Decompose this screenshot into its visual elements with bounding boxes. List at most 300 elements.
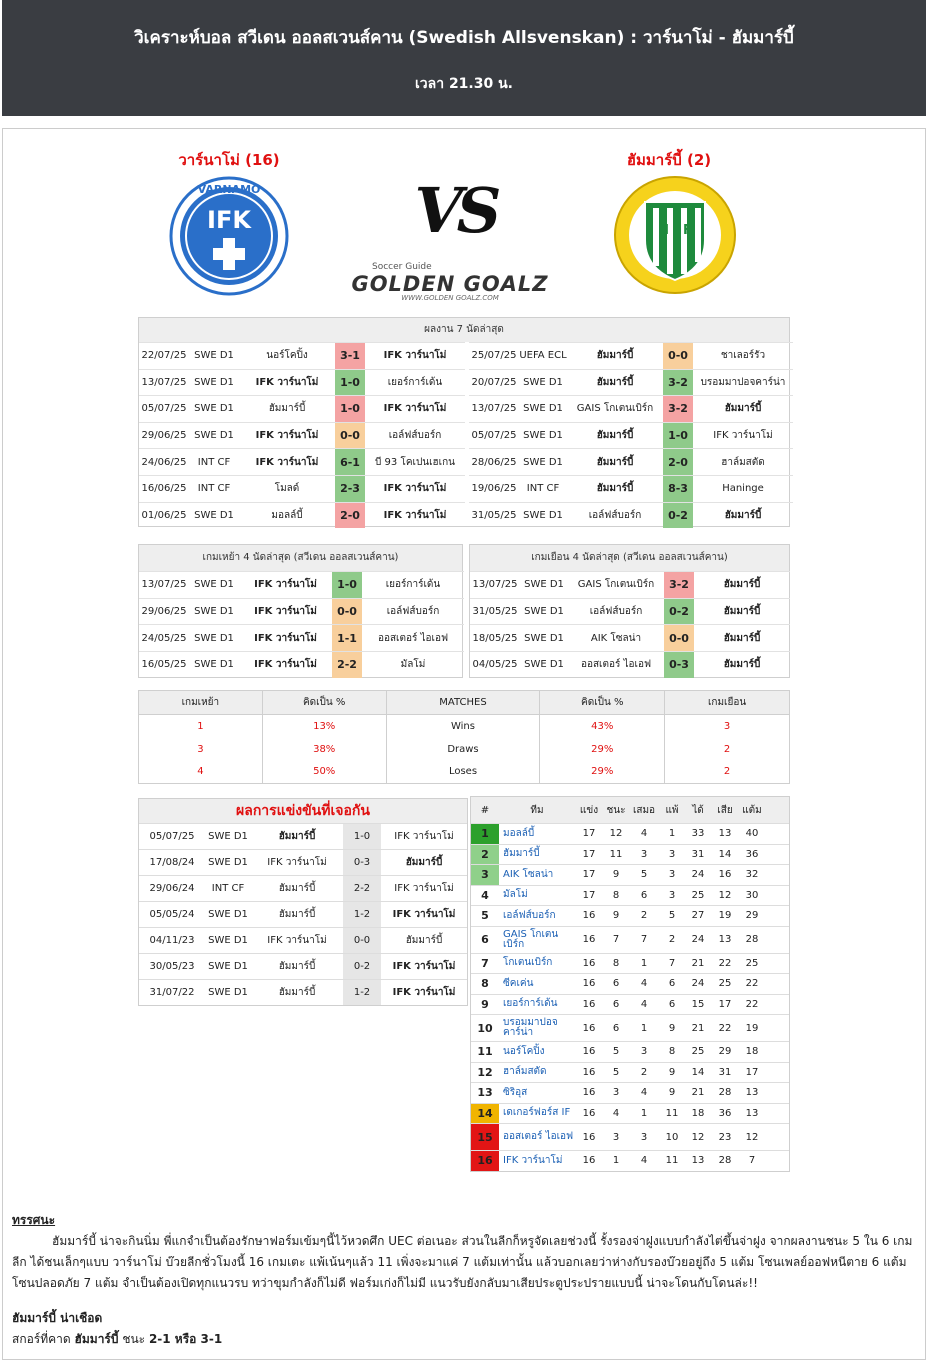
- match-home-team: IFK วาร์นาโม่: [255, 376, 319, 388]
- standings-points: 17: [745, 1066, 759, 1078]
- standings-points: 25: [745, 957, 759, 969]
- match-date: 24/06/25: [141, 456, 187, 468]
- match-date: 31/05/25: [472, 606, 518, 618]
- match-home-team: ฮัมมาร์บี้: [596, 430, 634, 442]
- match-row: [139, 395, 465, 422]
- match-competition: SWE D1: [524, 632, 564, 644]
- match-row: [469, 502, 793, 529]
- match-row: [139, 571, 464, 598]
- standings-points: 22: [745, 978, 759, 990]
- match-home-team: ออสเตอร์ ไอเอฟ: [580, 659, 652, 671]
- standings-points: 13: [745, 1087, 759, 1099]
- standings-goals-for: 18: [691, 1107, 705, 1119]
- standings-played: 16: [582, 998, 596, 1010]
- h2h-home-team: IFK วาร์นาโม่: [267, 935, 327, 946]
- match-home-team: AIK โซลน่า: [590, 632, 642, 644]
- standings-team: ออสเตอร์ ไอเอฟ: [503, 1131, 574, 1142]
- match-type: Loses: [386, 761, 540, 784]
- match-date: 24/05/25: [141, 632, 187, 644]
- standings-row: [471, 844, 789, 865]
- match-home-team: IFK วาร์นาโม่: [255, 456, 319, 468]
- match-competition: SWE D1: [523, 430, 563, 442]
- standings-row: [471, 905, 789, 926]
- match-home-team: ฮัมมาร์บี้: [268, 403, 306, 415]
- standings-won: 6: [612, 978, 620, 990]
- standings-position: 9: [471, 995, 499, 1015]
- analysis-heading: ทรรศนะ: [12, 1213, 56, 1227]
- away-count: 3: [665, 715, 790, 738]
- standings-goals-for: 33: [691, 828, 705, 840]
- standings-goals-for: 21: [691, 1022, 705, 1034]
- standings-points: 29: [745, 910, 759, 922]
- match-score: 0-0: [663, 343, 693, 369]
- standings-team: มัลโม่: [503, 889, 528, 901]
- match-row: [469, 369, 793, 396]
- match-date: 01/06/25: [141, 509, 187, 521]
- h2h-date: 04/11/23: [149, 935, 195, 946]
- h2h-score: 0-2: [343, 954, 381, 979]
- standings-goals-for: 13: [691, 1155, 705, 1167]
- match-away-team: ฮัมมาร์บี้: [723, 606, 761, 618]
- match-away-team: IFK วาร์นาโม่: [713, 430, 773, 442]
- away-percent: 29%: [540, 761, 665, 784]
- match-score: 0-2: [663, 503, 693, 529]
- match-home-team: IFK วาร์นาโม่: [254, 579, 317, 591]
- home-count: 3: [139, 738, 263, 761]
- match-date: 18/05/25: [472, 632, 518, 644]
- standings-goals-against: 23: [718, 1131, 732, 1143]
- h2h-competition: SWE D1: [208, 830, 248, 842]
- match-away-team: ฮัมมาร์บี้: [724, 509, 762, 521]
- h2h-row: [139, 901, 467, 927]
- standings-played: 16: [582, 957, 596, 969]
- match-competition: SWE D1: [194, 403, 234, 415]
- match-score: 0-0: [335, 423, 365, 449]
- standings-team: บรอมมาปอจคาร์น่า: [503, 1017, 558, 1038]
- standings-played: 16: [582, 1022, 596, 1034]
- match-score: 3-2: [663, 370, 693, 396]
- standings-position: 8: [471, 974, 499, 994]
- standings-goals-against: 17: [718, 998, 732, 1010]
- match-score: 1-0: [335, 370, 365, 396]
- match-home-team: เอล์ฟส์บอร์ก: [589, 606, 643, 618]
- standings-lost: 1: [668, 828, 676, 840]
- match-date: 16/06/25: [141, 483, 187, 495]
- match-home-team: เอล์ฟส์บอร์ก: [588, 509, 642, 521]
- match-away-team: ออสเตอร์ ไอเอฟ: [377, 632, 449, 644]
- standings-team: โกเตนเบิร์ก: [503, 957, 553, 969]
- standings-won: 8: [612, 957, 620, 969]
- kickoff-time: เวลา 21.30 น.: [414, 76, 513, 92]
- match-competition: SWE D1: [524, 579, 564, 591]
- standings-header: เสมอ: [632, 804, 656, 816]
- standings-row: [471, 1123, 789, 1150]
- score-mid: ชนะ: [122, 1332, 146, 1346]
- match-competition: SWE D1: [194, 430, 234, 442]
- match-score: 6-1: [335, 449, 365, 475]
- match-home-team: ฮัมมาร์บี้: [596, 456, 634, 468]
- standings-position: 13: [471, 1083, 499, 1103]
- match-date: 31/05/25: [471, 509, 517, 521]
- match-row: [470, 571, 790, 598]
- standings-points: 7: [748, 1155, 756, 1167]
- h2h-score: 0-3: [343, 850, 381, 875]
- away-count: 2: [665, 738, 790, 761]
- standings-goals-against: 36: [718, 1107, 732, 1119]
- match-home-team: IFK วาร์นาโม่: [254, 632, 317, 644]
- h2h-score: 2-2: [343, 876, 381, 901]
- score-value: 2-1 หรือ 3-1: [148, 1332, 223, 1346]
- standings-header: #: [480, 804, 490, 816]
- standings-row: [471, 885, 789, 906]
- match-score: 8-3: [663, 476, 693, 502]
- match-home-team: GAIS โกเตนเบิร์ก: [576, 403, 654, 415]
- home-count: 1: [139, 715, 263, 738]
- score-team: ฮัมมาร์บี้: [74, 1332, 119, 1346]
- match-score: 0-0: [664, 625, 694, 651]
- match-away-team: IFK วาร์นาโม่: [383, 350, 447, 362]
- standings-goals-against: 19: [718, 910, 732, 922]
- standings-won: 1: [612, 1155, 620, 1167]
- standings-played: 16: [582, 1087, 596, 1099]
- standings-team: IFK วาร์นาโม่: [503, 1154, 563, 1166]
- match-home-team: IFK วาร์นาโม่: [255, 430, 319, 442]
- analysis-body: ฮัมมาร์บี้ น่าจะกินนิ่ม พี่แกจำเป็นต้องรักษาฟอร์มเข้มๆนี้ไว้หวดศึก UEC ต่อเนอะ ส่วนในลีกก็หรูจัดเลยช่วงนี้ รั้งรองจ่าฝูงแบบกำลังไต่ขึ้นจ่าฝูง จากผลงานชนะ 5 ใน 6 เกมลีก ได้ชนเล็กๆแบบ วาร์นาโม่ บ๊วยลีกชั่วโมงนี้ 16 เกมเตะ แพ้เน้นๆแล้ว 11 เพิ่งจะมาแค่ 7 แต้มเท่านั้น แล้วบอกเลยว่าห่างกับรองบ๊วยอยู่ถึง 5 แต้ม โซนเพลย์ออฟหนีตาย 6 แต้ม โซนปลอดภัย 7 แต้ม จำเป็นต้องเปิดทุกแนวรบ ทว่าขุมกำลังก็ไม่ดี ฟอร์มเก่งก็ไม่มี แนวรับยังกลับมาเสียประตูประปรายแบบนี้ น่าจะโดนกับโดนล่ะ!!: [12, 1234, 913, 1290]
- standings-goals-against: 22: [718, 1022, 732, 1034]
- standings-drawn: 7: [640, 934, 648, 945]
- standings-won: 9: [612, 910, 620, 922]
- away-count: 2: [665, 761, 790, 784]
- match-away-team: ฮาล์มสตัด: [721, 456, 765, 468]
- standings-won: 11: [609, 848, 623, 860]
- match-score: 0-3: [664, 652, 694, 678]
- h2h-row: [139, 823, 467, 849]
- standings-goals-against: 12: [718, 889, 732, 901]
- standings-lost: 3: [668, 848, 676, 860]
- standings-drawn: 4: [640, 828, 648, 840]
- h2h-home-team: ฮัมมาร์บี้: [278, 909, 316, 920]
- last-7-title: ผลงาน 7 นัดล่าสุด: [139, 318, 789, 342]
- match-score: 3-1: [335, 343, 365, 369]
- standings-row: [471, 1150, 789, 1171]
- standings-goals-for: 25: [691, 1046, 705, 1058]
- standings-points: 36: [745, 848, 759, 860]
- standings-goals-for: 21: [691, 957, 705, 969]
- away-team-logo: [610, 172, 740, 298]
- match-home-team: ฮัมมาร์บี้: [596, 483, 634, 495]
- match-score: 1-1: [332, 625, 362, 651]
- standings-header: ชนะ: [606, 804, 626, 816]
- h2h-competition: INT CF: [211, 882, 245, 894]
- standings-won: 4: [612, 1107, 620, 1119]
- h2h-home-team: ฮัมมาร์บี้: [278, 987, 316, 998]
- match-date: 25/07/25: [471, 350, 517, 362]
- h2h-score: 1-2: [343, 980, 381, 1005]
- standings-goals-against: 31: [718, 1066, 732, 1078]
- standings-lost: 9: [668, 1066, 676, 1078]
- standings-lost: 6: [668, 978, 676, 990]
- h2h-score: 0-0: [343, 928, 381, 953]
- standings-position: 16: [471, 1151, 499, 1171]
- standings-lost: 11: [665, 1107, 679, 1119]
- match-date: 13/07/25: [141, 579, 187, 591]
- match-row: [470, 651, 790, 678]
- match-away-team: IFK วาร์นาโม่: [383, 403, 447, 415]
- standings-position: 14: [471, 1104, 499, 1124]
- standings-row: [471, 1103, 789, 1124]
- match-score: 2-3: [335, 476, 365, 502]
- home-logo-ring-text: VARNAMO: [197, 183, 261, 196]
- analysis-section: [12, 1210, 916, 1350]
- match-home-team: IFK วาร์นาโม่: [254, 659, 317, 671]
- standings-drawn: 4: [640, 998, 648, 1010]
- match-competition: SWE D1: [194, 579, 234, 591]
- match-row: [470, 598, 790, 625]
- match-row: [470, 624, 790, 651]
- match-away-team: ฮัมมาร์บี้: [723, 632, 761, 644]
- standings-drawn: 3: [640, 1131, 648, 1143]
- stat-header: เกมเยือน: [665, 691, 790, 715]
- standings-lost: 3: [668, 889, 676, 901]
- stat-header: คิดเป็น %: [540, 691, 665, 715]
- match-home-team: GAIS โกเตนเบิร์ก: [577, 579, 655, 591]
- stat-row: [139, 761, 790, 784]
- soccer-guide-text: Soccer Guide: [372, 262, 432, 272]
- h2h-score: 1-2: [343, 902, 381, 927]
- vs-label: VS: [414, 174, 496, 247]
- standings-team: AIK โซลน่า: [503, 868, 554, 880]
- standings-goals-against: 25: [718, 978, 732, 990]
- standings-goals-for: 31: [691, 848, 705, 860]
- match-row: [139, 448, 465, 475]
- standings-won: 6: [612, 1022, 620, 1034]
- match-away-team: ฮัมมาร์บี้: [724, 403, 762, 415]
- league-standings-table: [470, 796, 790, 1172]
- match-row: [139, 651, 464, 678]
- h2h-row: [139, 849, 467, 875]
- standings-played: 16: [582, 910, 596, 922]
- match-date: 05/07/25: [471, 430, 517, 442]
- standings-points: 19: [745, 1022, 759, 1034]
- standings-position: 1: [471, 824, 499, 844]
- standings-lost: 7: [668, 957, 676, 969]
- match-row: [139, 598, 464, 625]
- last-7-matches-table: [138, 317, 790, 527]
- standings-won: 7: [612, 934, 620, 945]
- standings-header: แพ้: [665, 804, 679, 816]
- match-away-team: IFK วาร์นาโม่: [383, 483, 447, 495]
- match-row: [139, 502, 465, 529]
- h2h-home-team: ฮัมมาร์บี้: [278, 831, 316, 842]
- match-competition: SWE D1: [523, 509, 563, 521]
- standings-drawn: 6: [640, 889, 648, 901]
- h2h-competition: SWE D1: [208, 908, 248, 920]
- last-4-home-title: เกมเหย้า 4 นัดล่าสุด (สวีเดน ออลสเวนส์คาน): [139, 545, 462, 571]
- match-home-team: IFK วาร์นาโม่: [254, 606, 317, 618]
- match-date: 04/05/25: [472, 659, 518, 671]
- match-competition: SWE D1: [194, 606, 234, 618]
- match-row: [469, 342, 793, 369]
- standings-team: ฮัมมาร์บี้: [503, 848, 540, 860]
- standings-team: นอร์โคปิ้ง: [503, 1045, 545, 1057]
- standings-row: [471, 1014, 789, 1041]
- h2h-date: 05/07/25: [149, 831, 195, 842]
- standings-row: [471, 823, 789, 844]
- h2h-away-team: IFK วาร์นาโม่: [394, 831, 454, 842]
- match-score: 0-0: [332, 599, 362, 625]
- standings-goals-against: 14: [718, 848, 732, 860]
- standings-played: 17: [582, 889, 596, 901]
- standings-won: 8: [612, 889, 620, 901]
- standings-played: 17: [582, 828, 596, 840]
- standings-points: 30: [745, 889, 759, 901]
- standings-row: [471, 1062, 789, 1083]
- standings-row: [471, 973, 789, 994]
- standings-drawn: 2: [640, 910, 648, 922]
- match-row: [469, 475, 793, 502]
- home-percent: 38%: [262, 738, 386, 761]
- h2h-away-team: IFK วาร์นาโม่: [392, 909, 456, 920]
- h2h-date: 30/05/23: [149, 961, 195, 972]
- h2h-away-team: ฮัมมาร์บี้: [405, 857, 443, 868]
- away-team-name: ฮัมมาร์บี้ (2): [626, 151, 712, 169]
- match-competition: SWE D1: [523, 456, 563, 468]
- standings-header: ได้: [692, 804, 704, 816]
- standings-points: 18: [745, 1046, 759, 1058]
- match-home-team: มอลล์บี้: [271, 509, 303, 521]
- head-to-head-table: [138, 798, 468, 1006]
- standings-position: 15: [471, 1124, 499, 1150]
- stat-row: [139, 738, 790, 761]
- h2h-home-team: IFK วาร์นาโม่: [267, 857, 327, 868]
- standings-drawn: 1: [640, 1022, 648, 1034]
- match-row: [469, 422, 793, 449]
- standings-won: 3: [612, 1131, 620, 1143]
- match-type: Wins: [386, 715, 540, 738]
- match-away-team: บี 93 โคเปนเฮเกน: [375, 456, 455, 468]
- match-date: 22/07/25: [141, 350, 187, 362]
- match-score: 2-2: [332, 652, 362, 678]
- h2h-away-team: IFK วาร์นาโม่: [392, 961, 456, 972]
- standings-goals-for: 24: [691, 978, 705, 990]
- standings-drawn: 1: [640, 1107, 648, 1119]
- standings-points: 12: [745, 1131, 759, 1143]
- home-team-logo: [169, 174, 289, 298]
- match-score: 3-2: [663, 396, 693, 422]
- match-row: [139, 342, 465, 369]
- standings-lost: 2: [668, 934, 676, 945]
- standings-won: 3: [612, 1087, 620, 1099]
- match-row: [469, 448, 793, 475]
- match-away-team: ฮัมมาร์บี้: [723, 659, 761, 671]
- standings-won: 9: [612, 869, 620, 881]
- standings-position: 12: [471, 1063, 499, 1083]
- h2h-competition: SWE D1: [208, 856, 248, 868]
- standings-drawn: 1: [640, 957, 648, 969]
- standings-goals-for: 14: [691, 1066, 705, 1078]
- match-competition: INT CF: [197, 483, 231, 495]
- match-row: [139, 624, 464, 651]
- match-row: [139, 475, 465, 502]
- match-row: [139, 422, 465, 449]
- match-score: 2-0: [663, 449, 693, 475]
- stat-header: MATCHES: [386, 691, 540, 715]
- standings-drawn: 4: [640, 978, 648, 990]
- match-away-team: Haninge: [722, 483, 764, 495]
- standings-points: 40: [745, 828, 759, 840]
- match-score: 1-0: [663, 423, 693, 449]
- standings-position: 4: [471, 886, 499, 906]
- match-date: 05/07/25: [141, 403, 187, 415]
- standings-goals-for: 27: [691, 910, 705, 922]
- stat-row: [139, 715, 790, 738]
- standings-played: 16: [582, 1107, 596, 1119]
- standings-goals-for: 25: [691, 889, 705, 901]
- golden-goalz-brand: GOLDEN GOALZ: [351, 272, 549, 296]
- match-competition: SWE D1: [524, 606, 564, 618]
- last-4-away-table: [469, 544, 790, 678]
- standings-position: 10: [471, 1015, 499, 1041]
- standings-row: [471, 953, 789, 974]
- h2h-row: [139, 979, 467, 1005]
- score-prefix: สกอร์ที่คาด: [12, 1332, 71, 1346]
- standings-row: [471, 1041, 789, 1062]
- h2h-competition: SWE D1: [208, 934, 248, 946]
- standings-team: มอลล์บี้: [503, 827, 535, 839]
- home-count: 4: [139, 761, 263, 784]
- standings-drawn: 5: [640, 869, 648, 881]
- standings-position: 6: [471, 927, 499, 953]
- standings-goals-against: 29: [718, 1046, 732, 1058]
- match-away-team: IFK วาร์นาโม่: [383, 509, 447, 521]
- standings-team: เดเกอร์ฟอร์ส IF: [503, 1107, 571, 1119]
- h2h-date: 05/05/24: [149, 909, 195, 920]
- standings-goals-against: 13: [718, 828, 732, 840]
- match-date: 29/06/25: [141, 430, 187, 442]
- standings-lost: 11: [665, 1155, 679, 1167]
- home-team-name: วาร์นาโม่ (16): [178, 151, 280, 169]
- standings-played: 16: [582, 978, 596, 990]
- standings-goals-for: 24: [691, 869, 705, 881]
- standings-lost: 9: [668, 1087, 676, 1099]
- h2h-title: ผลการแข่งขันที่เจอกัน: [139, 799, 467, 823]
- match-date: 19/06/25: [471, 483, 517, 495]
- standings-team: เยอร์การ์เด้น: [503, 998, 558, 1010]
- standings-played: 16: [582, 1155, 596, 1167]
- page-header: [2, 0, 926, 116]
- match-score: 2-0: [335, 503, 365, 529]
- standings-drawn: 4: [640, 1087, 648, 1099]
- standings-lost: 8: [668, 1046, 676, 1058]
- standings-drawn: 3: [640, 1046, 648, 1058]
- match-competition: SWE D1: [194, 632, 234, 644]
- standings-header: แข่ง: [579, 804, 599, 816]
- home-logo-text: IFK: [207, 206, 251, 234]
- standings-played: 16: [582, 1131, 596, 1143]
- standings-row: [471, 1082, 789, 1103]
- standings-goals-against: 28: [718, 1087, 732, 1099]
- away-percent: 43%: [540, 715, 665, 738]
- standings-won: 5: [612, 1046, 620, 1058]
- match-away-team: เยอร์การ์เด้น: [385, 579, 441, 591]
- match-type: Draws: [386, 738, 540, 761]
- standings-points: 13: [745, 1107, 759, 1119]
- match-home-team: ฮัมมาร์บี้: [596, 376, 634, 388]
- standings-drawn: 3: [640, 848, 648, 860]
- match-competition: SWE D1: [194, 376, 234, 388]
- standings-position: 3: [471, 865, 499, 885]
- standings-drawn: 4: [640, 1155, 648, 1167]
